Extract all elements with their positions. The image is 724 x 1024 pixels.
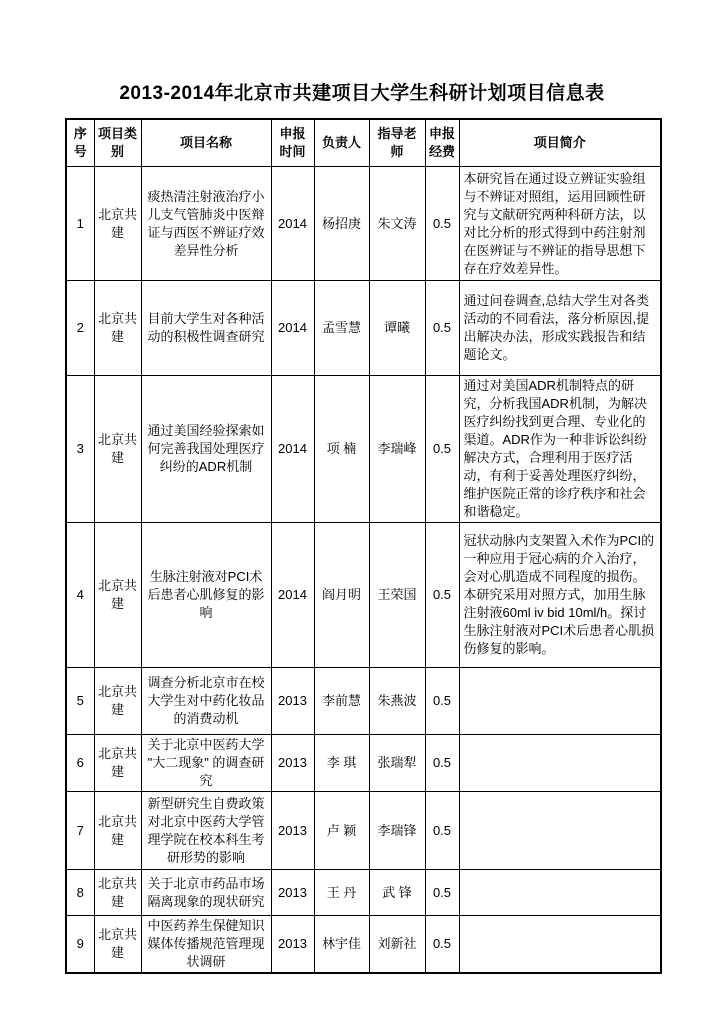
cell-leader: 李前慧 [314, 668, 369, 735]
cell-apply-time: 2013 [271, 792, 314, 870]
cell-category: 北京共建 [94, 735, 141, 792]
cell-serial-no: 3 [66, 376, 94, 523]
cell-category: 北京共建 [94, 376, 141, 523]
cell-category: 北京共建 [94, 792, 141, 870]
cell-project-name: 关于北京市药品市场隔离现象的现状研究 [141, 870, 271, 916]
cell-advisor: 武 锋 [369, 870, 425, 916]
cell-brief: 本研究旨在通过设立辨证实验组与不辨证对照组，运用回顾性研究与文献研究两种科研方法，以对比分析的形式得到中药注射剂在医辨证与不辨证的指导思想下存在疗效差异性。 [459, 167, 661, 281]
cell-project-name: 目前大学生对各种活动的积极性调查研究 [141, 281, 271, 376]
cell-category: 北京共建 [94, 167, 141, 281]
cell-brief: 通过对美国ADR机制特点的研究，分析我国ADR机制，为解决医疗纠纷找到更合理、专业化的渠道。ADR作为一种非诉讼纠纷解决方式，合理利用于医疗活动，有利于妥善处理医疗纠纷，维护医院正常的诊疗秩序和社会和谐稳定。 [459, 376, 661, 523]
cell-apply-time: 2014 [271, 523, 314, 668]
page-title: 2013-2014年北京市共建项目大学生科研计划项目信息表 [119, 83, 605, 104]
cell-fund: 0.5 [425, 870, 459, 916]
project-info-table [65, 118, 662, 974]
col-header-project-name: 项目名称 [141, 119, 271, 167]
col-header-leader: 负责人 [314, 119, 369, 167]
cell-brief: 冠状动脉内支架置入术作为PCI的一种应用于冠心病的介入治疗，会对心肌造成不同程度的损伤。本研究采用对照方式，加用生脉注射液60ml iv bid 10ml/h。探讨生脉注射液对PCI术后患者心肌损伤修复的影响。 [459, 523, 661, 668]
cell-serial-no: 4 [66, 523, 94, 668]
table-row [66, 735, 661, 792]
cell-apply-time: 2014 [271, 376, 314, 523]
cell-advisor: 李瑞锋 [369, 792, 425, 870]
cell-serial-no: 7 [66, 792, 94, 870]
cell-apply-time: 2014 [271, 281, 314, 376]
cell-brief [459, 792, 661, 870]
cell-advisor: 李瑞峰 [369, 376, 425, 523]
cell-advisor: 张瑞犁 [369, 735, 425, 792]
cell-fund: 0.5 [425, 376, 459, 523]
cell-category: 北京共建 [94, 281, 141, 376]
cell-brief [459, 916, 661, 974]
col-header-serial-no: 序号 [66, 119, 94, 167]
table-row [66, 792, 661, 870]
cell-fund: 0.5 [425, 792, 459, 870]
table-row [66, 281, 661, 376]
cell-serial-no: 1 [66, 167, 94, 281]
cell-serial-no: 9 [66, 916, 94, 974]
cell-advisor: 王荣国 [369, 523, 425, 668]
cell-fund: 0.5 [425, 523, 459, 668]
cell-apply-time: 2013 [271, 870, 314, 916]
table-row [66, 916, 661, 974]
cell-fund: 0.5 [425, 735, 459, 792]
cell-leader: 林宇佳 [314, 916, 369, 974]
table-row [66, 870, 661, 916]
cell-brief [459, 870, 661, 916]
cell-fund: 0.5 [425, 668, 459, 735]
table-body [66, 167, 661, 974]
cell-serial-no: 8 [66, 870, 94, 916]
cell-brief [459, 668, 661, 735]
table-header-row [66, 119, 661, 167]
cell-project-name: 痰热清注射液治疗小儿支气管肺炎中医辩证与西医不辨证疗效差异性分析 [141, 167, 271, 281]
col-header-apply-time: 申报时间 [271, 119, 314, 167]
cell-advisor: 朱文涛 [369, 167, 425, 281]
cell-apply-time: 2013 [271, 916, 314, 974]
table-row [66, 167, 661, 281]
cell-brief [459, 735, 661, 792]
cell-leader: 王 丹 [314, 870, 369, 916]
table-row [66, 523, 661, 668]
cell-leader: 项 楠 [314, 376, 369, 523]
cell-serial-no: 6 [66, 735, 94, 792]
cell-category: 北京共建 [94, 668, 141, 735]
cell-project-name: 调查分析北京市在校大学生对中药化妆品的消费动机 [141, 668, 271, 735]
col-header-category: 项目类别 [94, 119, 141, 167]
table-row [66, 376, 661, 523]
cell-apply-time: 2014 [271, 167, 314, 281]
cell-project-name: 新型研究生自费政策对北京中医药大学管理学院在校本科生考研形势的影响 [141, 792, 271, 870]
col-header-brief: 项目简介 [459, 119, 661, 167]
col-header-advisor: 指导老师 [369, 119, 425, 167]
cell-brief: 通过问卷调查,总结大学生对各类活动的不同看法，落分析原因,提出解决办法，形成实践报告和结题论文。 [459, 281, 661, 376]
cell-leader: 卢 颖 [314, 792, 369, 870]
cell-project-name: 通过美国经验探索如何完善我国处理医疗纠纷的ADR机制 [141, 376, 271, 523]
cell-project-name: 关于北京中医药大学 "大二现象" 的调查研究 [141, 735, 271, 792]
cell-serial-no: 2 [66, 281, 94, 376]
cell-apply-time: 2013 [271, 735, 314, 792]
cell-project-name: 生脉注射液对PCI术后患者心肌修复的影响 [141, 523, 271, 668]
cell-leader: 杨招庚 [314, 167, 369, 281]
cell-category: 北京共建 [94, 523, 141, 668]
cell-fund: 0.5 [425, 281, 459, 376]
cell-fund: 0.5 [425, 167, 459, 281]
cell-category: 北京共建 [94, 916, 141, 974]
cell-serial-no: 5 [66, 668, 94, 735]
cell-leader: 李 琪 [314, 735, 369, 792]
cell-advisor: 谭曦 [369, 281, 425, 376]
cell-advisor: 朱燕波 [369, 668, 425, 735]
cell-advisor: 刘新社 [369, 916, 425, 974]
cell-project-name: 中医药养生保健知识媒体传播规范管理现状调研 [141, 916, 271, 974]
cell-leader: 孟雪慧 [314, 281, 369, 376]
cell-category: 北京共建 [94, 870, 141, 916]
cell-fund: 0.5 [425, 916, 459, 974]
table-row [66, 668, 661, 735]
col-header-fund: 申报经费 [425, 119, 459, 167]
cell-leader: 阎月明 [314, 523, 369, 668]
cell-apply-time: 2013 [271, 668, 314, 735]
